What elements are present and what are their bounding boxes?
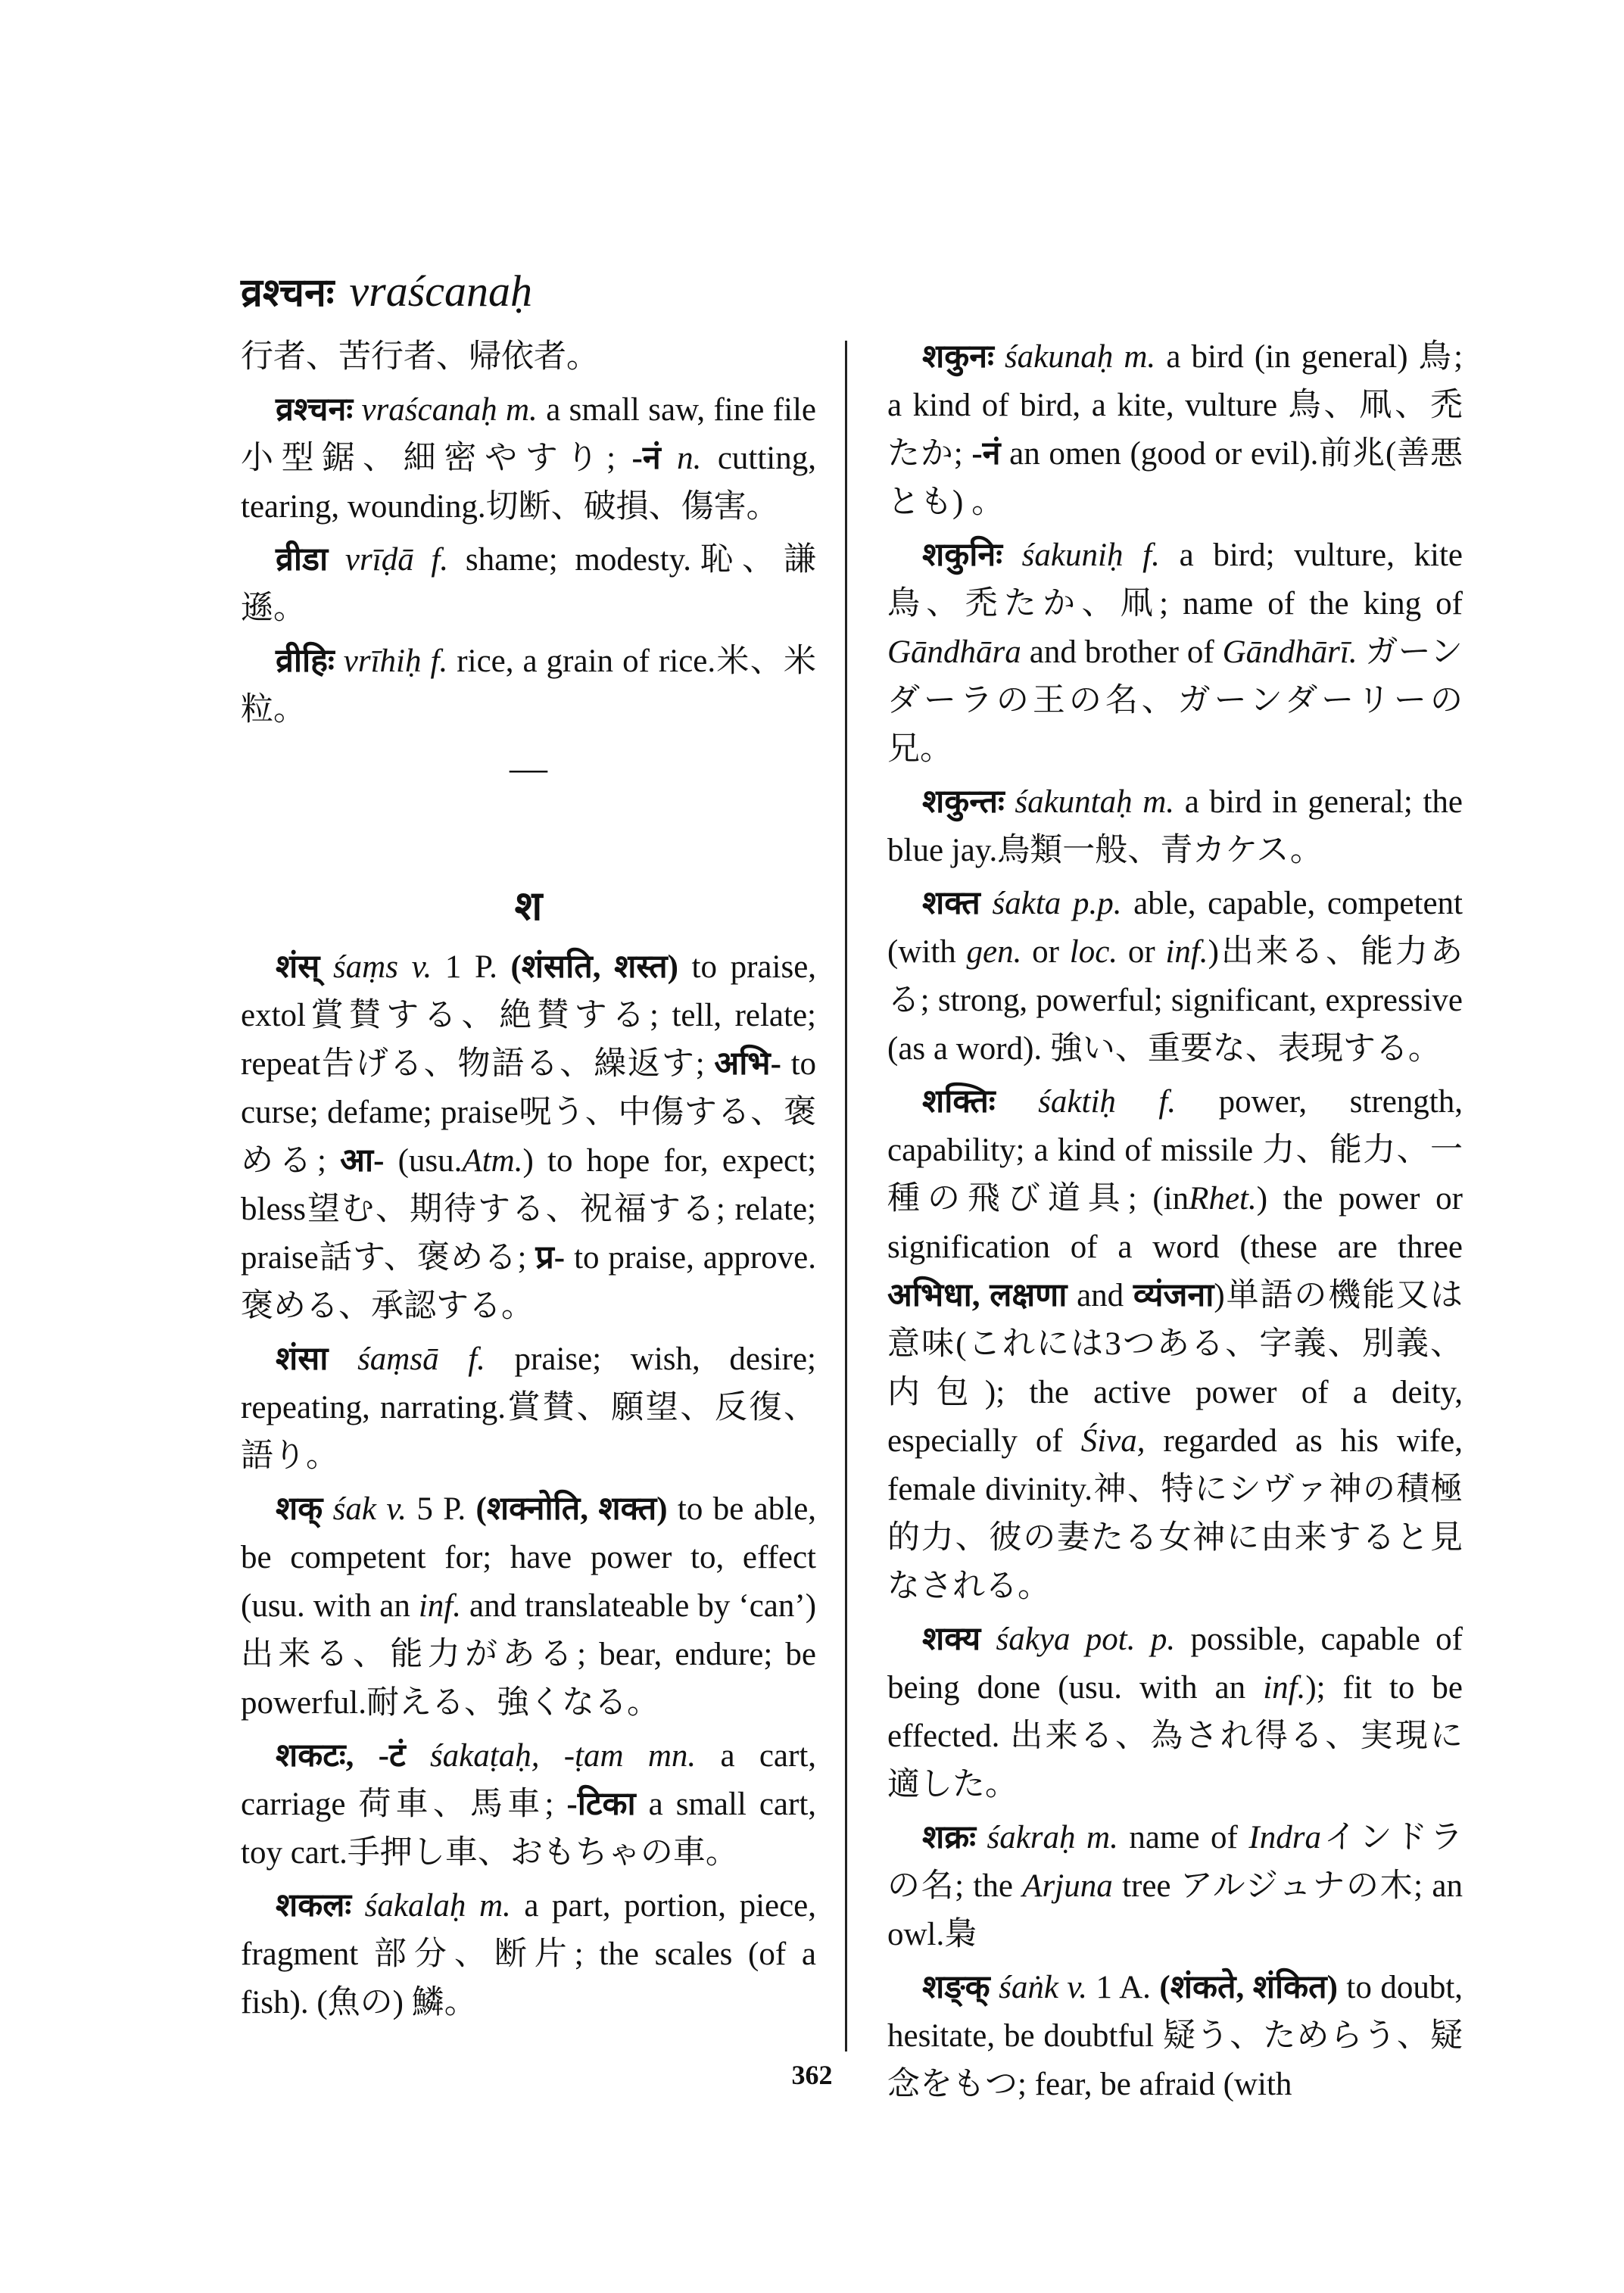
headword-devanagari: शकलः — [276, 1888, 352, 1924]
headword-devanagari: शङ्क् — [922, 1970, 990, 2005]
dictionary-entry — [241, 386, 816, 531]
grammar-abbrev: inf. — [1165, 934, 1208, 970]
sub-form-devanagari: -नं — [971, 436, 1001, 472]
dictionary-entry — [887, 778, 1463, 875]
prefix-form: आ- — [340, 1143, 385, 1179]
prefix-form: अभि- — [714, 1046, 781, 1082]
definition: name of — [1129, 1820, 1238, 1855]
sub-form-gender: n. — [677, 441, 702, 476]
definition: to be able, be competent for; have power to, effect (usu. with an — [241, 1491, 817, 1624]
headword-devanagari: शक्य — [922, 1622, 981, 1657]
prefix-form: प्र- — [535, 1240, 566, 1276]
headword-devanagari: शकुनः — [922, 339, 994, 375]
definition: and brother of — [1029, 634, 1214, 670]
dictionary-entry — [241, 1882, 816, 2027]
headword-roman: śaṃs v. — [332, 949, 432, 985]
definition: )単語の機能又は意味(これには3つある、字義、別義、内包); the active power of a deity, especially of — [887, 1278, 1463, 1459]
definition: ) the power or signification of a word (these are three — [887, 1181, 1463, 1265]
headword-roman: śakya pot. p. — [996, 1622, 1176, 1657]
headword-roman: śakuniḥ f. — [1021, 537, 1160, 573]
verb-class: 5 P. — [416, 1491, 466, 1527]
definition: a small cart, toy cart.手押し車、おもちゃの車。 — [241, 1787, 817, 1871]
definition: to doubt, hesitate, be doubtful 疑う、ためらう、疑念をもつ; fear, be afraid (with — [887, 1970, 1463, 2102]
definition: an omen (good or evil).前兆(善悪とも) 。 — [887, 436, 1463, 520]
definition: shame; modesty.恥、謙遜。 — [241, 542, 817, 626]
left-column — [241, 333, 816, 2032]
definition: and — [1077, 1278, 1124, 1313]
headword-roman: śak v. — [332, 1491, 407, 1527]
headword-roman: śakunaḥ m. — [1004, 339, 1156, 375]
headword-roman: śaṅk v. — [999, 1970, 1088, 2005]
grammar-abbrev: inf. — [418, 1588, 462, 1624]
section-letter-heading: श — [514, 883, 543, 929]
proper-name: Gāndhāra — [887, 634, 1021, 670]
definition: to curse; defame; praise呪う、中傷する、褒める; — [241, 1046, 817, 1179]
headword-roman: śakaṭaḥ, -ṭam mn. — [429, 1738, 697, 1774]
headword-roman: vrīhiḥ f. — [343, 643, 448, 679]
headword-devanagari: शक्रः — [922, 1820, 976, 1855]
headword-devanagari: व्रीहिः — [276, 643, 335, 679]
definition: to praise, extol賞賛する、絶賛する; tell, relate; repeat告げる、物語る、繰返す; — [241, 949, 817, 1082]
headword-roman: śaṃsā f. — [357, 1341, 485, 1377]
definition: to praise, approve.褒める、承認する。 — [241, 1240, 817, 1324]
definition: rice, a grain of rice.米、米粒。 — [241, 643, 817, 727]
definition: or — [1032, 934, 1059, 970]
definition: able, capable, competent (with — [887, 886, 1463, 970]
headword-devanagari: शंस् — [276, 949, 320, 985]
sanskrit-terms: अभिधा, लक्षणा — [887, 1278, 1068, 1313]
definition: regarded as his wife, female divinity.神、特にシヴァ神の積極的力、彼の妻たる女神に由来すると見なされる。 — [887, 1423, 1463, 1604]
headword-devanagari: व्रीडा — [276, 542, 329, 578]
headword-roman: śaktiḥ f. — [1038, 1084, 1177, 1120]
verb-class: 1 A. — [1096, 1970, 1151, 2005]
definition: praise; wish, desire; repeating, narrating.賞賛、願望、反復、語り。 — [241, 1341, 817, 1474]
verb-forms: (शक्नोति, शक्त) — [475, 1491, 668, 1527]
definition: a bird (in general) 鳥; a kind of bird, a kite, vulture 鳥、凧、禿たか; — [887, 339, 1463, 472]
headword-devanagari: शकुनिः — [922, 537, 1002, 573]
headword-roman: śakuntaḥ m. — [1015, 784, 1175, 820]
headword-devanagari: शक्तिः — [922, 1084, 996, 1120]
definition: ガーンダーラの王の名、ガーンダーリーの兄。 — [887, 634, 1463, 767]
dictionary-entry — [241, 536, 816, 633]
proper-name: Indra — [1248, 1820, 1321, 1855]
continued-entry-text: 行者、苦行者、帰依者。 — [241, 339, 599, 375]
dictionary-entry — [887, 1615, 1463, 1809]
sanskrit-terms: व्यंजना — [1133, 1278, 1214, 1313]
headword-devanagari: शंसा — [276, 1341, 329, 1377]
proper-name: Arjuna — [1022, 1868, 1113, 1904]
headword-devanagari: शकटः, -टं — [276, 1738, 406, 1774]
grammar-abbrev: Atm. — [462, 1143, 523, 1179]
dictionary-entry — [887, 880, 1463, 1073]
definition: ); fit to be effected. 出来る、為され得る、実現に適した。 — [887, 1670, 1463, 1802]
headword-roman: śakalaḥ m. — [364, 1888, 511, 1924]
definition: a bird in general; the blue jay.鳥類一般、青カケス。 — [887, 784, 1463, 868]
header-headword-roman: vraścanaḥ — [349, 266, 533, 316]
definition: cutting, tearing, wounding.切断、破損、傷害。 — [241, 441, 817, 525]
dictionary-entry — [241, 1485, 816, 1728]
sub-form-devanagari: -नं — [631, 441, 661, 476]
dictionary-entry — [887, 531, 1463, 774]
column-divider — [845, 341, 847, 2052]
definition: a bird; vulture, kite 鳥、禿たか、凧; name of the king of — [887, 537, 1463, 622]
headword-devanagari: व्रश्चनः — [276, 392, 354, 428]
definition: and translateable by ‘can’)出来る、能力がある; bear, endure; be powerful.耐える、強くなる。 — [241, 1588, 817, 1721]
proper-name: Gāndhārī. — [1222, 634, 1357, 670]
definition: or — [1127, 934, 1155, 970]
right-column — [887, 333, 1463, 2114]
dictionary-entry — [887, 1814, 1463, 1959]
dictionary-entry — [241, 1732, 816, 1877]
definition: a part, portion, piece, fragment 部分、断片; the scales (of a fish). (魚の) 鱗。 — [241, 1888, 817, 2020]
headword-roman: vrīḍā f. — [344, 542, 449, 578]
headword-roman: śakta p.p. — [992, 886, 1122, 921]
grammar-abbrev: gen. — [966, 934, 1022, 970]
dictionary-entry — [241, 1335, 816, 1481]
page-header — [241, 265, 532, 318]
definition: (usu. — [397, 1143, 463, 1179]
grammar-abbrev: Rhet. — [1189, 1181, 1257, 1217]
definition: tree アルジュナの木; an owl.梟 — [887, 1868, 1463, 1952]
definition: )出来る、能力ある; strong, powerful; significant, expressive (as a word). 強い、重要な、表現する。 — [887, 934, 1463, 1067]
sub-form-devanagari: -टिका — [566, 1787, 636, 1822]
definition: インドラの名; the — [887, 1820, 1463, 1904]
definition: a small saw, fine file 小型鋸、細密やすり; — [241, 392, 817, 476]
page-number: 362 — [791, 2060, 833, 2090]
definition: possible, capable of being done (usu. with an — [887, 1622, 1463, 1706]
headword-devanagari: शकुन्तः — [922, 784, 1005, 820]
headword-devanagari: शक् — [276, 1491, 323, 1527]
headword-devanagari: शक्त — [922, 886, 980, 921]
headword-roman: vraścanaḥ m. — [361, 392, 538, 428]
dictionary-entry — [241, 943, 816, 1331]
verb-forms: (शंसति, शस्त) — [510, 949, 678, 985]
definition: a cart, carriage 荷車、馬車; — [241, 1738, 817, 1822]
proper-name: Śiva, — [1080, 1423, 1146, 1459]
definition: power, strength, capability; a kind of missile 力、能力、一種の飛び道具; (in — [887, 1084, 1463, 1217]
section-separator-dash: — — [510, 746, 547, 789]
verb-forms: (शंकते, शंकित) — [1159, 1970, 1338, 2005]
header-headword-devanagari: व्रश्चनः — [241, 272, 335, 315]
dictionary-entry — [887, 333, 1463, 527]
dictionary-entry — [241, 637, 816, 734]
verb-class: 1 P. — [444, 949, 497, 985]
headword-roman: śakraḥ m. — [987, 1820, 1118, 1855]
grammar-abbrev: loc. — [1069, 934, 1118, 970]
definition: ) to hope for, expect; bless望む、期待する、祝福する; relate; praise話す、褒める; — [241, 1143, 817, 1276]
grammar-abbrev: inf. — [1263, 1670, 1306, 1706]
dictionary-entry — [887, 1078, 1463, 1611]
